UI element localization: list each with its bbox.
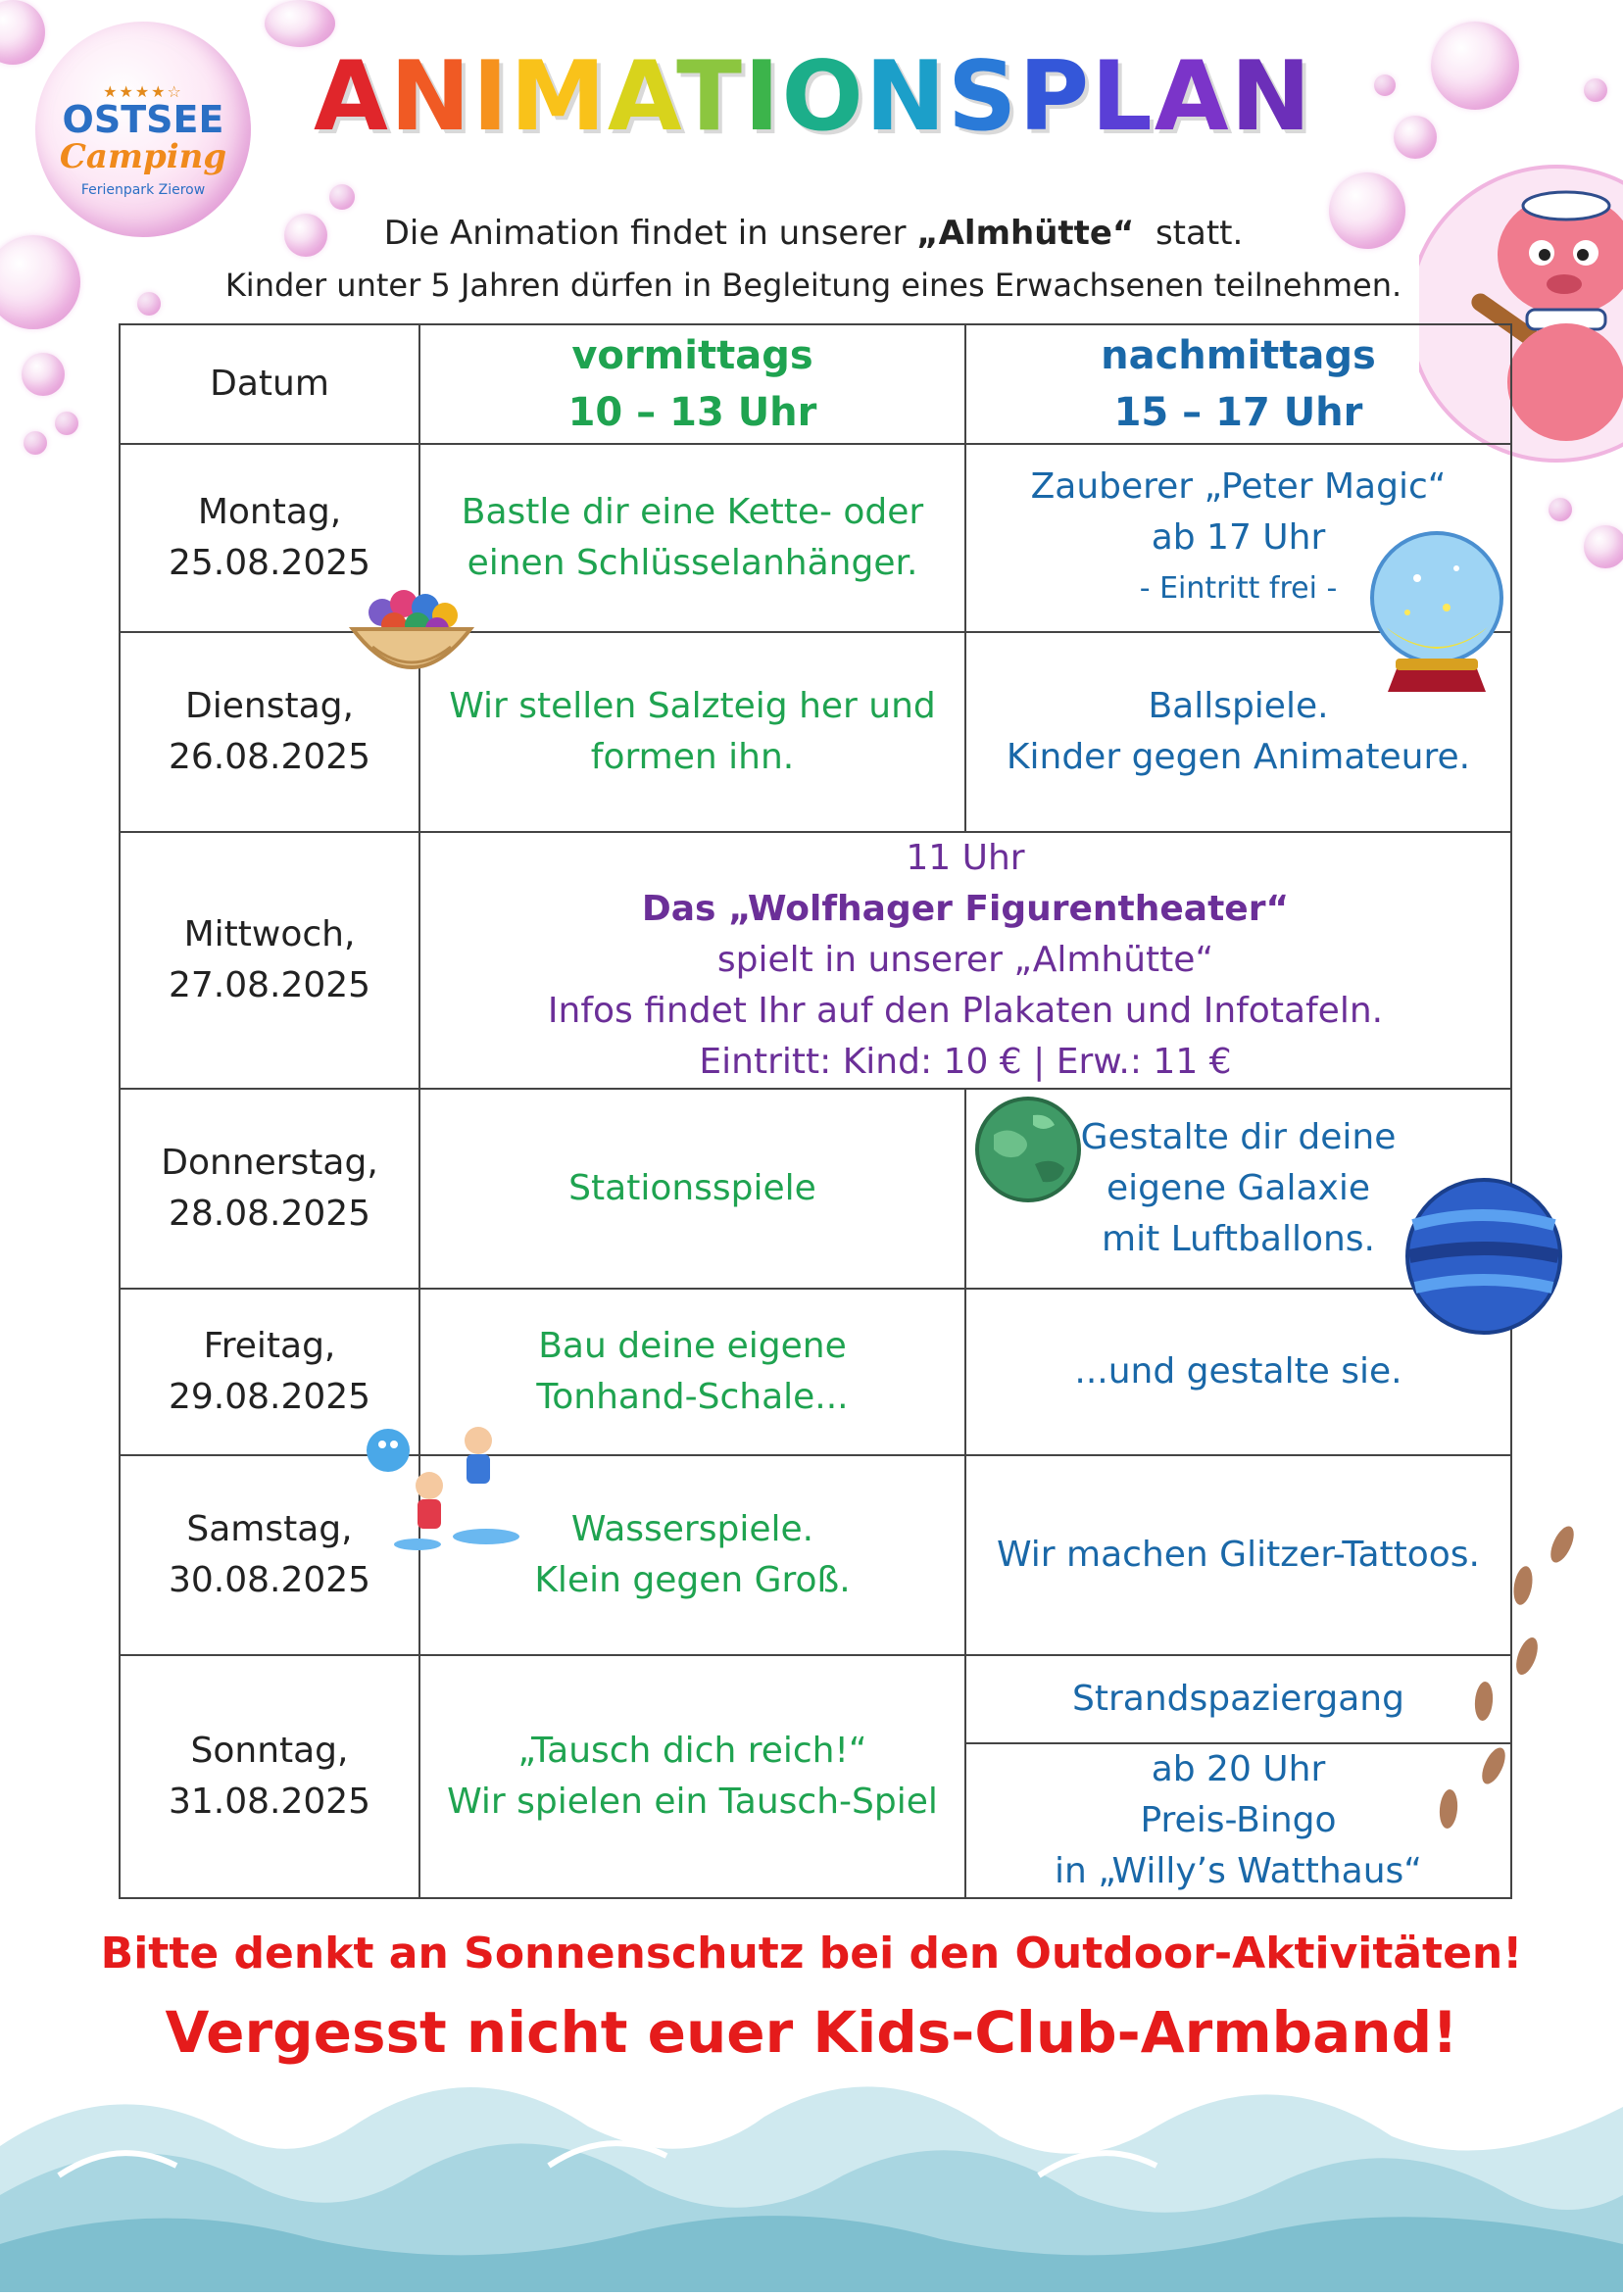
activity-line: Stationsspiele	[568, 1168, 816, 1208]
day-name: Donnerstag,	[161, 1143, 378, 1183]
activity-line: Bau deine eigene	[538, 1326, 847, 1366]
logo-stars: ★★★★☆	[103, 82, 183, 101]
bubble-decoration	[0, 235, 80, 329]
activity-line: formen ihn.	[590, 737, 795, 777]
morning-activity	[419, 632, 965, 832]
bubble-decoration	[55, 412, 78, 435]
table-row	[120, 1655, 1511, 1743]
header-date: Datum	[120, 324, 419, 444]
title-letter: T	[676, 41, 744, 153]
activity-note: - Eintritt frei -	[1139, 571, 1338, 606]
day-date: 26.08.2025	[168, 737, 371, 777]
title-letter: A	[607, 41, 677, 153]
intro-line-2: Kinder unter 5 Jahren dürfen in Begleitung eines Erwachsenen teilnehmen.	[224, 267, 1402, 304]
intro-line-1	[118, 214, 1509, 253]
title-letter: I	[471, 41, 511, 153]
green-planet-illustration	[974, 1096, 1082, 1203]
intro-text: Die Animation findet in unserer	[383, 214, 917, 253]
activity-line: Wir spielen ein Tausch-Spiel	[447, 1782, 938, 1822]
date-cell	[120, 1655, 419, 1898]
intro-location: „Almhütte“	[916, 214, 1135, 253]
table-header-row	[120, 324, 1511, 444]
activity-line: Tonhand-Schale...	[536, 1377, 849, 1417]
event-time: 11 Uhr	[906, 838, 1025, 878]
activity-line: Bastle dir eine Kette- oder	[461, 492, 924, 532]
footprints-decoration	[1425, 1509, 1582, 1842]
day-name: Freitag,	[203, 1326, 336, 1366]
activity-line: Strandspaziergang	[1072, 1679, 1404, 1719]
title-letter: M	[510, 41, 608, 153]
table-row	[120, 632, 1511, 832]
bubble-decoration	[1584, 78, 1607, 102]
bead-bowl-illustration	[343, 568, 480, 696]
activity-line: Wasserspiele.	[570, 1509, 814, 1549]
activity-line: Preis-Bingo	[1140, 1800, 1337, 1840]
water-play-kids-illustration	[349, 1421, 535, 1558]
camping-logo	[35, 22, 251, 237]
date-cell	[120, 832, 419, 1089]
activity-line: ab 17 Uhr	[1151, 517, 1326, 558]
day-date: 25.08.2025	[168, 543, 371, 583]
morning-activity	[419, 1089, 965, 1289]
activity-line: in „Willy’s Watthaus“	[1055, 1851, 1422, 1891]
date-cell	[120, 1089, 419, 1289]
logo-camping: Camping	[59, 137, 227, 176]
day-name: Montag,	[197, 492, 342, 532]
activity-line: Zauberer „Peter Magic“	[1030, 466, 1447, 507]
activity-line: Klein gegen Groß.	[534, 1560, 851, 1600]
event-price: Eintritt: Kind: 10 € | Erw.: 11 €	[699, 1042, 1232, 1082]
day-date: 28.08.2025	[168, 1194, 371, 1234]
sunscreen-notice: Bitte denkt an Sonnenschutz bei den Outdoor-Aktivitäten!	[100, 1929, 1523, 1978]
activity-line: mit Luftballons.	[1102, 1219, 1375, 1259]
title-letter: I	[744, 41, 782, 153]
day-name: Dienstag,	[185, 686, 354, 726]
morning-activity	[419, 1655, 965, 1898]
activity-line: „Tausch dich reich!“	[517, 1731, 867, 1771]
activity-line: Kinder gegen Animateure.	[1006, 737, 1471, 777]
table-row	[120, 832, 1511, 1089]
activity-line: Gestalte dir deine	[1080, 1117, 1397, 1157]
day-date: 29.08.2025	[168, 1377, 371, 1417]
event-title: Das „Wolfhager Figurentheater“	[641, 889, 1290, 929]
activity-line: Wir stellen Salzteig her und	[449, 686, 936, 726]
bubble-decoration	[1431, 22, 1519, 110]
title-letter: N	[389, 41, 472, 153]
title-letter: O	[781, 41, 865, 153]
title-letter: S	[947, 41, 1019, 153]
wristband-notice: Vergesst nicht euer Kids-Club-Armband!	[165, 1999, 1458, 2066]
header-morning	[419, 324, 965, 444]
day-name: Sonntag,	[190, 1731, 349, 1771]
header-morning-label: vormittags	[571, 333, 813, 378]
day-name: Samstag,	[186, 1509, 353, 1549]
bubble-decoration	[1549, 498, 1572, 521]
page-title	[314, 41, 1333, 198]
bubble-decoration	[24, 431, 47, 455]
logo-ostsee: OSTSEE	[62, 98, 224, 141]
bubble-decoration	[22, 353, 65, 396]
activity-line: Wir machen Glitzer-Tattoos.	[996, 1535, 1480, 1575]
bubble-decoration	[265, 0, 335, 47]
header-afternoon-label: nachmittags	[1101, 333, 1376, 378]
title-letter: A	[1154, 41, 1231, 153]
ocean-waves-decoration	[0, 2028, 1623, 2292]
title-letter: L	[1091, 41, 1155, 153]
schedule-table	[119, 323, 1512, 1899]
logo-ferienpark: Ferienpark Zierow	[80, 182, 206, 198]
title-letter: N	[864, 41, 948, 153]
intro-text-end: statt.	[1134, 214, 1244, 253]
title-letter: N	[1230, 41, 1313, 153]
day-date: 27.08.2025	[168, 965, 371, 1005]
title-letter: P	[1018, 41, 1092, 153]
header-morning-time: 10 – 13 Uhr	[567, 390, 817, 435]
crystal-ball-illustration	[1368, 519, 1515, 706]
blue-planet-illustration	[1403, 1176, 1564, 1337]
event-location: spielt in unserer „Almhütte“	[716, 940, 1214, 980]
full-day-event	[419, 832, 1511, 1089]
activity-line: ...und gestalte sie.	[1074, 1351, 1402, 1392]
activity-line: Ballspiele.	[1148, 686, 1329, 726]
event-info: Infos findet Ihr auf den Plakaten und Infotafeln.	[547, 991, 1384, 1031]
header-afternoon-time: 15 – 17 Uhr	[1113, 390, 1363, 435]
bubble-decoration	[1374, 74, 1396, 96]
header-afternoon	[965, 324, 1511, 444]
day-date: 30.08.2025	[168, 1560, 371, 1600]
table-row	[120, 1455, 1511, 1655]
activity-line: einen Schlüsselanhänger.	[467, 543, 918, 583]
day-name: Mittwoch,	[183, 914, 356, 954]
activity-line: eigene Galaxie	[1106, 1168, 1371, 1208]
day-date: 31.08.2025	[168, 1782, 371, 1822]
table-row	[120, 1289, 1511, 1455]
activity-line: ab 20 Uhr	[1151, 1749, 1326, 1789]
bubble-decoration	[0, 0, 45, 65]
title-letter: A	[314, 41, 390, 153]
bubble-decoration	[1584, 525, 1623, 568]
table-row	[120, 1089, 1511, 1289]
table-row	[120, 444, 1511, 632]
morning-activity	[419, 444, 965, 632]
